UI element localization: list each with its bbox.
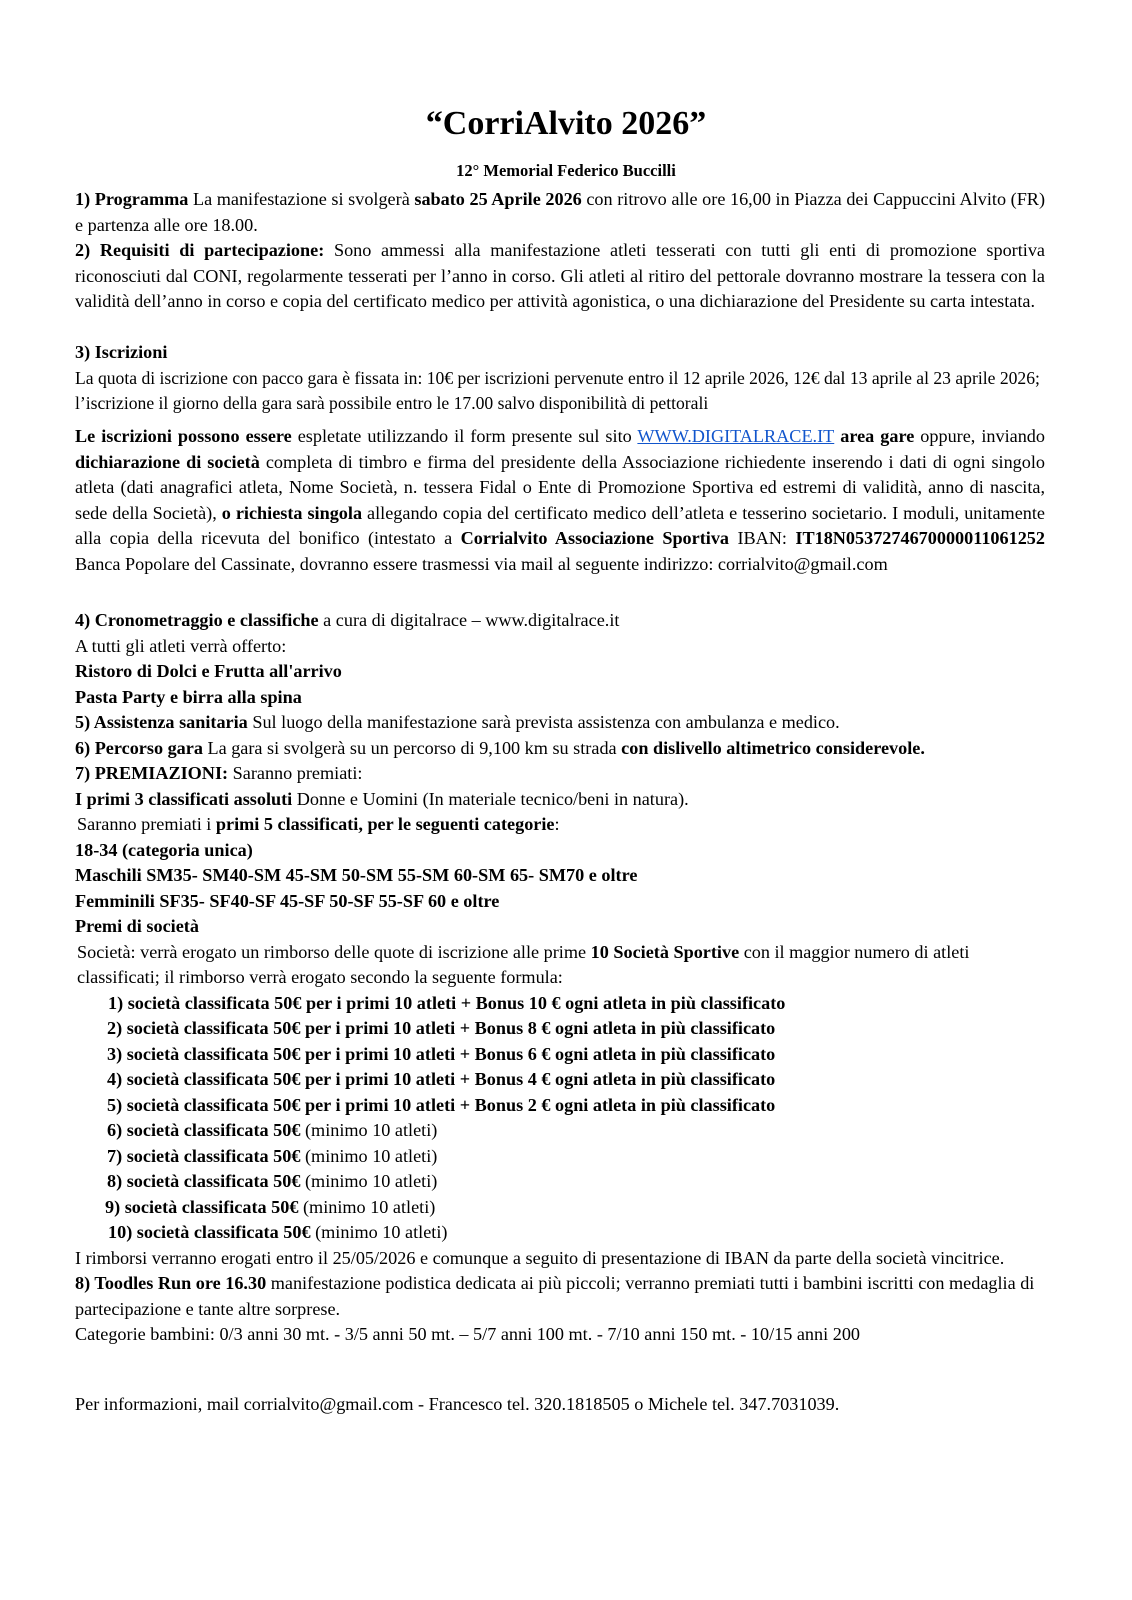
text: IBAN: bbox=[729, 528, 796, 548]
category-item: Femminili SF35- SF40-SF 45-SF 50-SF 55-SF 60 e oltre bbox=[75, 890, 500, 911]
club-prizes-heading: Premi di società bbox=[75, 916, 199, 936]
club-min-text: (minimo 10 atleti) bbox=[300, 1171, 438, 1191]
club-prize-item: 5) società classificata 50€ per i primi 10 atleti + Bonus 2 € ogni atleta in più classificato bbox=[107, 1094, 776, 1115]
section-cronometraggio bbox=[75, 608, 1045, 1348]
club-min-label: 6) società classificata 50€ bbox=[107, 1120, 301, 1140]
section-text: con ritrovo alle ore 16,00 in Piazza dei Cappuccini Alvito (FR) e partenza alle ore 18.00. bbox=[75, 189, 1045, 235]
section-heading: 1) Programma bbox=[75, 189, 189, 209]
section-text: La gara si svolgerà su un percorso di 9,100 km su strada bbox=[202, 737, 622, 758]
section-text: Sul luogo della manifestazione sarà prevista assistenza con ambulanza e medico. bbox=[247, 712, 840, 732]
refund-note: I rimborsi verranno erogati entro il 25/05/2026 e comunque a seguito di presentazione di IBAN da parte della società vincitrice. bbox=[75, 1247, 1005, 1268]
category-item: Maschili SM35- SM40-SM 45-SM 50-SM 55-SM 60-SM 65- SM70 e oltre bbox=[75, 865, 638, 885]
bold-text: I primi 3 classificati assoluti bbox=[75, 788, 293, 809]
event-date: sabato 25 Aprile 2026 bbox=[414, 189, 582, 209]
club-min-text: (minimo 10 atleti) bbox=[310, 1222, 448, 1242]
registration-paragraph bbox=[75, 424, 1045, 577]
bold-text: dichiarazione di società bbox=[75, 451, 260, 472]
club-prize-item: 4) società classificata 50€ per i primi 10 atleti + Bonus 4 € ogni atleta in più classificato bbox=[107, 1069, 776, 1089]
text: Saranno premiati i bbox=[77, 814, 216, 834]
bold-text: primi 5 classificati, per le seguenti categorie bbox=[215, 814, 555, 834]
bold-text: 10 Società Sportive bbox=[590, 941, 740, 962]
bold-text: Le iscrizioni possono essere bbox=[75, 426, 292, 446]
section-text: Saranno premiati: bbox=[228, 763, 363, 783]
section-heading: 3) Iscrizioni bbox=[75, 342, 168, 362]
text: completa di timbro e firma del presidente della Associazione richiedente inserendo i dati di ogni singolo atleta (dati anagrafici atleta, Nome Società, n. tessera Fidal o Ente di Promozione Sportiva ed estremi di validità, anno di nascita, sede della Società), bbox=[75, 451, 1046, 523]
club-min-text: (minimo 10 atleti) bbox=[298, 1196, 436, 1217]
section-text: La manifestazione si svolgerà bbox=[188, 189, 415, 209]
section-heading: 7) PREMIAZIONI: bbox=[75, 763, 229, 783]
text: espletate utilizzando il form presente sul sito bbox=[291, 426, 638, 446]
text: Società: verrà erogato un rimborso delle quote di iscrizione alle prime bbox=[77, 941, 591, 962]
document-subtitle: 12° Memorial Federico Buccilli bbox=[456, 161, 676, 180]
offer-item: Ristoro di Dolci e Frutta all'arrivo bbox=[75, 661, 342, 681]
bold-text: Corrialvito Associazione Sportiva bbox=[460, 528, 730, 548]
fee-text: La quota di iscrizione con pacco gara è fissata in: 10€ per iscrizioni pervenute entro il 12 aprile 2026, 12€ dal 13 aprile al 23 aprile 2026; l’iscrizione il giorno della gara sarà possibile entro le 17.00 salvo disponibilità di pettorali bbox=[75, 367, 1040, 413]
club-min-label: 9) società classificata 50€ bbox=[105, 1196, 299, 1217]
contact-info bbox=[75, 1392, 1045, 1418]
text: Banca Popolare del Cassinate, dovranno essere trasmessi via mail al seguente indirizzo: corrialvito@gmail.com bbox=[75, 553, 888, 574]
text: oppure, inviando bbox=[914, 426, 1045, 446]
offer-intro: A tutti gli atleti verrà offerto: bbox=[75, 635, 287, 656]
bold-text: area gare bbox=[834, 426, 915, 446]
section-programma bbox=[75, 187, 1045, 238]
section-requisiti bbox=[75, 238, 1045, 315]
document-title: “CorriAlvito 2026” bbox=[425, 105, 707, 142]
section-heading: 8) Toodles Run ore 16.30 bbox=[75, 1273, 267, 1293]
club-prize-item: 2) società classificata 50€ per i primi 10 atleti + Bonus 8 € ogni atleta in più classificato bbox=[107, 1018, 776, 1038]
text: Donne e Uomini (In materiale tecnico/beni in natura). bbox=[292, 788, 689, 809]
section-heading: 6) Percorso gara bbox=[75, 737, 203, 758]
club-min-label: 8) società classificata 50€ bbox=[107, 1171, 301, 1191]
club-min-text: (minimo 10 atleti) bbox=[300, 1145, 438, 1166]
section-text: a cura di digitalrace – www.digitalrace.it bbox=[318, 610, 620, 630]
section-heading: 5) Assistenza sanitaria bbox=[75, 712, 248, 732]
club-prize-item: 3) società classificata 50€ per i primi 10 atleti + Bonus 6 € ogni atleta in più classificato bbox=[107, 1043, 776, 1064]
offer-item: Pasta Party e birra alla spina bbox=[75, 686, 302, 707]
club-prize-item: 1) società classificata 50€ per i primi 10 atleti + Bonus 10 € ogni atleta in più classificato bbox=[108, 992, 786, 1013]
bold-text: con dislivello altimetrico considerevole. bbox=[621, 737, 925, 758]
section-text: manifestazione podistica dedicata ai più piccoli; verranno premiati tutti i bambini iscritti con medaglia di partecipazione e tante altre sorprese. bbox=[75, 1273, 1035, 1319]
digitalrace-link[interactable]: WWW.DIGITALRACE.IT bbox=[637, 426, 835, 446]
text: : bbox=[554, 814, 560, 834]
iban-value: IT18N0537274670000011061252 bbox=[795, 528, 1045, 548]
bold-text: o richiesta singola bbox=[221, 502, 363, 523]
club-min-label: 7) società classificata 50€ bbox=[107, 1145, 301, 1166]
section-text: Sono ammessi alla manifestazione atleti tesserati con tutti gli enti di promozione sportiva riconosciuti dal CONI, regolarmente tesserati per l’anno in corso. Gli atleti al ritiro del pettorale dovranno mostrare la tessera con la validità dell’anno in corso e copia del certificato medico per attività agonistica, o una dichiarazione del Presidente su carta intestata. bbox=[75, 240, 1045, 311]
text: allegando copia del certificato medico dell’atleta e tesserino societario. I moduli, unitamente alla copia della ricevuta del bonifico (intestato a bbox=[75, 502, 1045, 548]
category-item: 18-34 (categoria unica) bbox=[75, 839, 253, 860]
club-min-label: 10) società classificata 50€ bbox=[108, 1222, 311, 1242]
section-heading: 4) Cronometraggio e classifiche bbox=[75, 610, 319, 630]
contact-text: Per informazioni, mail corrialvito@gmail.com - Francesco tel. 320.1818505 o Michele tel. 347.7031039. bbox=[75, 1394, 840, 1414]
section-iscrizioni bbox=[75, 340, 1045, 417]
text: con il maggior numero di atleti classificati; il rimborso verrà erogato secondo la seguente formula: bbox=[77, 941, 970, 987]
section-heading: 2) Requisiti di partecipazione: bbox=[75, 240, 325, 260]
kids-categories: Categorie bambini: 0/3 anni 30 mt. - 3/5 anni 50 mt. – 5/7 anni 100 mt. - 7/10 anni 150 mt. - 10/15 anni 200 bbox=[75, 1324, 861, 1344]
club-min-text: (minimo 10 atleti) bbox=[300, 1120, 438, 1140]
